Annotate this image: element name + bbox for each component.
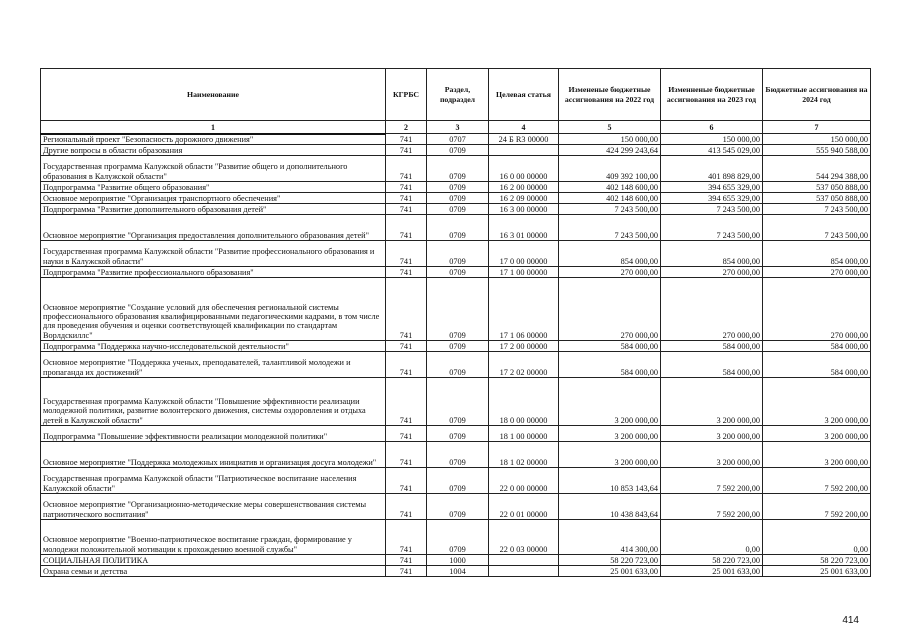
column-numbers-row: [41, 121, 871, 134]
cell-kgrbs: 741: [386, 377, 427, 425]
cell-2024: 854 000,00: [763, 240, 871, 266]
table-row: [41, 144, 871, 155]
cell-target: [489, 144, 559, 155]
cell-2023: 7 592 200,00: [661, 467, 763, 493]
cell-section: 0709: [427, 192, 489, 203]
column-number: 2: [386, 121, 427, 134]
cell-section: 0709: [427, 340, 489, 351]
cell-2024: 7 243 500,00: [763, 214, 871, 240]
cell-section: 0709: [427, 351, 489, 377]
cell-name: Основное мероприятие "Организация транспортного обеспечения": [41, 192, 386, 203]
cell-target: 17 2 02 00000: [489, 351, 559, 377]
cell-name: Государственная программа Калужской области "Развитие общего и дополнительного образования в Калужской области": [41, 155, 386, 181]
cell-2022: 3 200 000,00: [559, 425, 661, 441]
cell-section: 0709: [427, 493, 489, 519]
cell-2024: 584 000,00: [763, 340, 871, 351]
cell-2022: 3 200 000,00: [559, 377, 661, 425]
cell-2023: 270 000,00: [661, 266, 763, 277]
budget-table: [40, 68, 871, 577]
cell-2023: 7 243 500,00: [661, 214, 763, 240]
cell-section: 0709: [427, 519, 489, 554]
cell-name: Основное мероприятие "Военно-патриотическое воспитание граждан, формирование у молодежи положительной мотивации к прохождению военной службы": [41, 519, 386, 554]
cell-target: 16 2 09 00000: [489, 192, 559, 203]
cell-kgrbs: 741: [386, 441, 427, 467]
cell-2024: 544 294 388,00: [763, 155, 871, 181]
table-row: [41, 467, 871, 493]
cell-section: 0709: [427, 144, 489, 155]
cell-kgrbs: 741: [386, 493, 427, 519]
cell-target: 16 2 00 00000: [489, 181, 559, 192]
column-number: 1: [41, 121, 386, 134]
cell-target: 16 3 00 00000: [489, 203, 559, 214]
cell-section: 0709: [427, 240, 489, 266]
cell-name: Государственная программа Калужской области "Повышение эффективности реализации молодежной политики, развитие волонтерского движения, системы оздоровления и отдыха детей в Калужской области": [41, 377, 386, 425]
cell-kgrbs: 741: [386, 203, 427, 214]
cell-2023: 394 655 329,00: [661, 181, 763, 192]
cell-2024: 3 200 000,00: [763, 377, 871, 425]
column-number: 5: [559, 121, 661, 134]
table-row: [41, 277, 871, 340]
table-row: [41, 155, 871, 181]
cell-target: 24 Б R3 00000: [489, 134, 559, 145]
cell-2023: 413 545 029,00: [661, 144, 763, 155]
cell-2022: 409 392 100,00: [559, 155, 661, 181]
cell-2023: 3 200 000,00: [661, 425, 763, 441]
cell-target: 17 1 06 00000: [489, 277, 559, 340]
header-2024: Бюджетные ассигнования на 2024 год: [763, 69, 871, 121]
cell-2022: 584 000,00: [559, 351, 661, 377]
cell-2023: 401 898 829,00: [661, 155, 763, 181]
cell-2023: 584 000,00: [661, 351, 763, 377]
cell-kgrbs: 741: [386, 134, 427, 145]
header-2023: Изменненые бюджетные ассигнования на 2023 год: [661, 69, 763, 121]
cell-2024: 3 200 000,00: [763, 441, 871, 467]
cell-2022: 584 000,00: [559, 340, 661, 351]
cell-2022: 58 220 723,00: [559, 554, 661, 565]
table-row: [41, 425, 871, 441]
cell-kgrbs: 741: [386, 519, 427, 554]
header-section: Раздел, подраздел: [427, 69, 489, 121]
cell-name: Основное мероприятие "Создание условий для обеспечения региональной системы профессионального образования квалифицированными педагогическими кадрами, в том числе для проведения обучения и оценки соответствующей квалификации по стандартам Ворлдскиллс": [41, 277, 386, 340]
cell-name: Государственная программа Калужской области "Развитие профессионального образования и науки в Калужской области": [41, 240, 386, 266]
cell-2023: 150 000,00: [661, 134, 763, 145]
table-row: [41, 192, 871, 203]
cell-target: 22 0 03 00000: [489, 519, 559, 554]
column-number: 6: [661, 121, 763, 134]
cell-kgrbs: 741: [386, 351, 427, 377]
column-number: 7: [763, 121, 871, 134]
cell-kgrbs: 741: [386, 214, 427, 240]
cell-kgrbs: 741: [386, 340, 427, 351]
table-row: [41, 565, 871, 576]
table-row: [41, 203, 871, 214]
table-row: [41, 181, 871, 192]
cell-target: 22 0 00 00000: [489, 467, 559, 493]
cell-section: 1004: [427, 565, 489, 576]
cell-target: 17 2 00 00000: [489, 340, 559, 351]
header-name: Наименование: [41, 69, 386, 121]
cell-section: 0709: [427, 181, 489, 192]
cell-section: 0709: [427, 467, 489, 493]
table-row: [41, 240, 871, 266]
cell-section: 0709: [427, 425, 489, 441]
cell-2022: 3 200 000,00: [559, 441, 661, 467]
cell-name: Региональный проект "Безопасность дорожного движения": [41, 134, 386, 145]
cell-2024: 584 000,00: [763, 351, 871, 377]
cell-2022: 7 243 500,00: [559, 214, 661, 240]
cell-2022: 7 243 500,00: [559, 203, 661, 214]
cell-2024: 0,00: [763, 519, 871, 554]
cell-name: Основное мероприятие "Организация предоставления дополнительного образования детей": [41, 214, 386, 240]
table-row: [41, 351, 871, 377]
cell-kgrbs: 741: [386, 266, 427, 277]
cell-2023: 58 220 723,00: [661, 554, 763, 565]
cell-target: 18 0 00 00000: [489, 377, 559, 425]
cell-2024: 3 200 000,00: [763, 425, 871, 441]
cell-2024: 270 000,00: [763, 266, 871, 277]
cell-kgrbs: 741: [386, 240, 427, 266]
cell-name: Основное мероприятие "Поддержка молодежных инициатив и организация досуга молодежи": [41, 441, 386, 467]
cell-2024: 58 220 723,00: [763, 554, 871, 565]
cell-2024: 7 592 200,00: [763, 493, 871, 519]
column-number: 3: [427, 121, 489, 134]
cell-2024: 537 050 888,00: [763, 181, 871, 192]
cell-section: 0707: [427, 134, 489, 145]
cell-2022: 270 000,00: [559, 266, 661, 277]
cell-target: [489, 565, 559, 576]
cell-2022: 402 148 600,00: [559, 192, 661, 203]
table-row: [41, 493, 871, 519]
cell-target: 18 1 00 00000: [489, 425, 559, 441]
cell-target: 17 0 00 00000: [489, 240, 559, 266]
cell-name: СОЦИАЛЬНАЯ ПОЛИТИКА: [41, 554, 386, 565]
table-row: [41, 340, 871, 351]
cell-name: Государственная программа Калужской области "Патриотическое воспитание населения Калужской области": [41, 467, 386, 493]
column-number: 4: [489, 121, 559, 134]
cell-2023: 25 001 633,00: [661, 565, 763, 576]
cell-2022: 25 001 633,00: [559, 565, 661, 576]
cell-name: Подпрограмма "Развитие профессионального образования": [41, 266, 386, 277]
table-body: [41, 134, 871, 577]
cell-2023: 3 200 000,00: [661, 441, 763, 467]
cell-target: 16 3 01 00000: [489, 214, 559, 240]
cell-2024: 7 243 500,00: [763, 203, 871, 214]
cell-2022: 414 300,00: [559, 519, 661, 554]
cell-section: 0709: [427, 155, 489, 181]
cell-name: Основное мероприятие "Поддержка ученых, преподавателей, талантливой молодежи и пропаганда их достижений": [41, 351, 386, 377]
cell-kgrbs: 741: [386, 565, 427, 576]
cell-kgrbs: 741: [386, 155, 427, 181]
cell-2022: 150 000,00: [559, 134, 661, 145]
cell-section: 0709: [427, 214, 489, 240]
cell-section: 0709: [427, 266, 489, 277]
cell-name: Охрана семьи и детства: [41, 565, 386, 576]
cell-2024: 7 592 200,00: [763, 467, 871, 493]
cell-kgrbs: 741: [386, 425, 427, 441]
table-row: [41, 266, 871, 277]
cell-name: Подпрограмма "Повышение эффективности реализации молодежной политики": [41, 425, 386, 441]
cell-section: 0709: [427, 377, 489, 425]
cell-2024: 150 000,00: [763, 134, 871, 145]
cell-name: Подпрограмма "Развитие общего образования": [41, 181, 386, 192]
cell-section: 0709: [427, 277, 489, 340]
cell-name: Подпрограмма "Поддержка научно-исследовательской деятельности": [41, 340, 386, 351]
cell-target: 18 1 02 00000: [489, 441, 559, 467]
cell-2023: 3 200 000,00: [661, 377, 763, 425]
cell-2023: 394 655 329,00: [661, 192, 763, 203]
cell-target: 17 1 00 00000: [489, 266, 559, 277]
cell-name: Другие вопросы в области образования: [41, 144, 386, 155]
cell-section: 1000: [427, 554, 489, 565]
cell-section: 0709: [427, 203, 489, 214]
cell-target: 22 0 01 00000: [489, 493, 559, 519]
cell-kgrbs: 741: [386, 467, 427, 493]
cell-2023: 854 000,00: [661, 240, 763, 266]
cell-2022: 402 148 600,00: [559, 181, 661, 192]
table-row: [41, 519, 871, 554]
cell-2023: 7 592 200,00: [661, 493, 763, 519]
table-row: [41, 134, 871, 145]
cell-2022: 10 853 143,64: [559, 467, 661, 493]
cell-2024: 537 050 888,00: [763, 192, 871, 203]
page-number: 414: [842, 615, 859, 626]
cell-2022: 270 000,00: [559, 277, 661, 340]
cell-target: [489, 554, 559, 565]
cell-2024: 555 940 588,00: [763, 144, 871, 155]
cell-kgrbs: 741: [386, 554, 427, 565]
header-row: [41, 69, 871, 121]
cell-2023: 0,00: [661, 519, 763, 554]
cell-section: 0709: [427, 441, 489, 467]
header-2022: Измененые бюджетные ассигнования на 2022 год: [559, 69, 661, 121]
cell-2023: 584 000,00: [661, 340, 763, 351]
cell-kgrbs: 741: [386, 144, 427, 155]
cell-kgrbs: 741: [386, 277, 427, 340]
table-row: [41, 554, 871, 565]
cell-2022: 854 000,00: [559, 240, 661, 266]
cell-2023: 7 243 500,00: [661, 203, 763, 214]
header-target: Целевая статья: [489, 69, 559, 121]
cell-2024: 25 001 633,00: [763, 565, 871, 576]
cell-name: Основное мероприятие "Организационно-методические меры совершенствования системы патриотического воспитания": [41, 493, 386, 519]
table-row: [41, 441, 871, 467]
cell-2022: 424 299 243,64: [559, 144, 661, 155]
cell-2023: 270 000,00: [661, 277, 763, 340]
table-row: [41, 214, 871, 240]
cell-2024: 270 000,00: [763, 277, 871, 340]
cell-name: Подпрограмма "Развитие дополнительного образования детей": [41, 203, 386, 214]
header-kgrbs: КГРБС: [386, 69, 427, 121]
cell-kgrbs: 741: [386, 192, 427, 203]
cell-2022: 10 438 843,64: [559, 493, 661, 519]
table-row: [41, 377, 871, 425]
cell-kgrbs: 741: [386, 181, 427, 192]
cell-target: 16 0 00 00000: [489, 155, 559, 181]
